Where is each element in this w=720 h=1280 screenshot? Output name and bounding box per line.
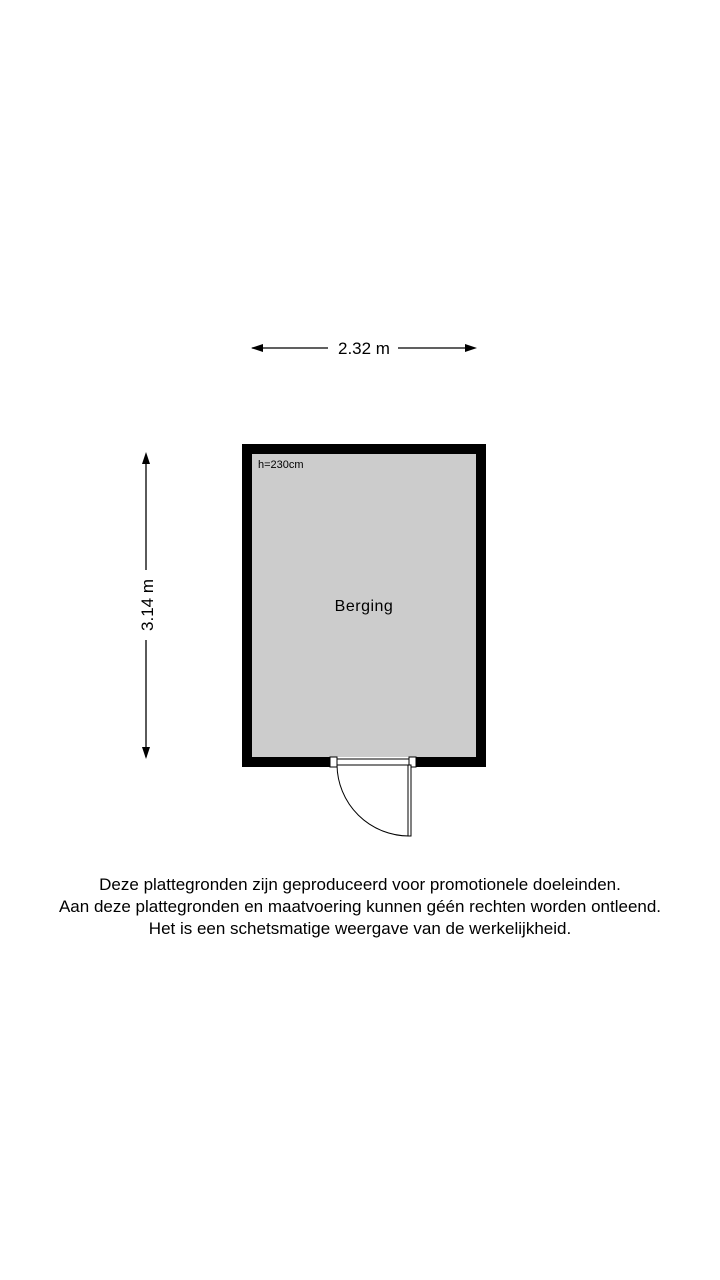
room-berging xyxy=(242,444,486,767)
disclaimer-line-2: Aan deze plattegronden en maatvoering kunnen géén rechten worden ontleend. xyxy=(58,897,662,916)
ceiling-height-label: h=230cm xyxy=(258,459,304,471)
disclaimer xyxy=(0,874,720,940)
disclaimer-line-1: Deze plattegronden zijn geproduceerd voor promotionele doeleinden. xyxy=(99,875,621,894)
arrow-left-icon xyxy=(251,344,263,352)
door xyxy=(330,757,416,836)
disclaimer-line-3: Het is een schetsmatige weergave van de werkelijkheid. xyxy=(148,919,572,938)
door-swing-arc xyxy=(337,765,409,836)
arrow-up-icon xyxy=(142,452,150,464)
arrow-down-icon xyxy=(142,747,150,759)
width-dimension xyxy=(251,339,477,358)
depth-label: 3.14 m xyxy=(138,579,157,631)
depth-dimension xyxy=(138,452,157,759)
width-label: 2.32 m xyxy=(338,339,390,358)
door-frame-left xyxy=(330,757,337,767)
room-name-label: Berging xyxy=(334,598,394,615)
arrow-right-icon xyxy=(465,344,477,352)
door-leaf xyxy=(408,765,411,836)
